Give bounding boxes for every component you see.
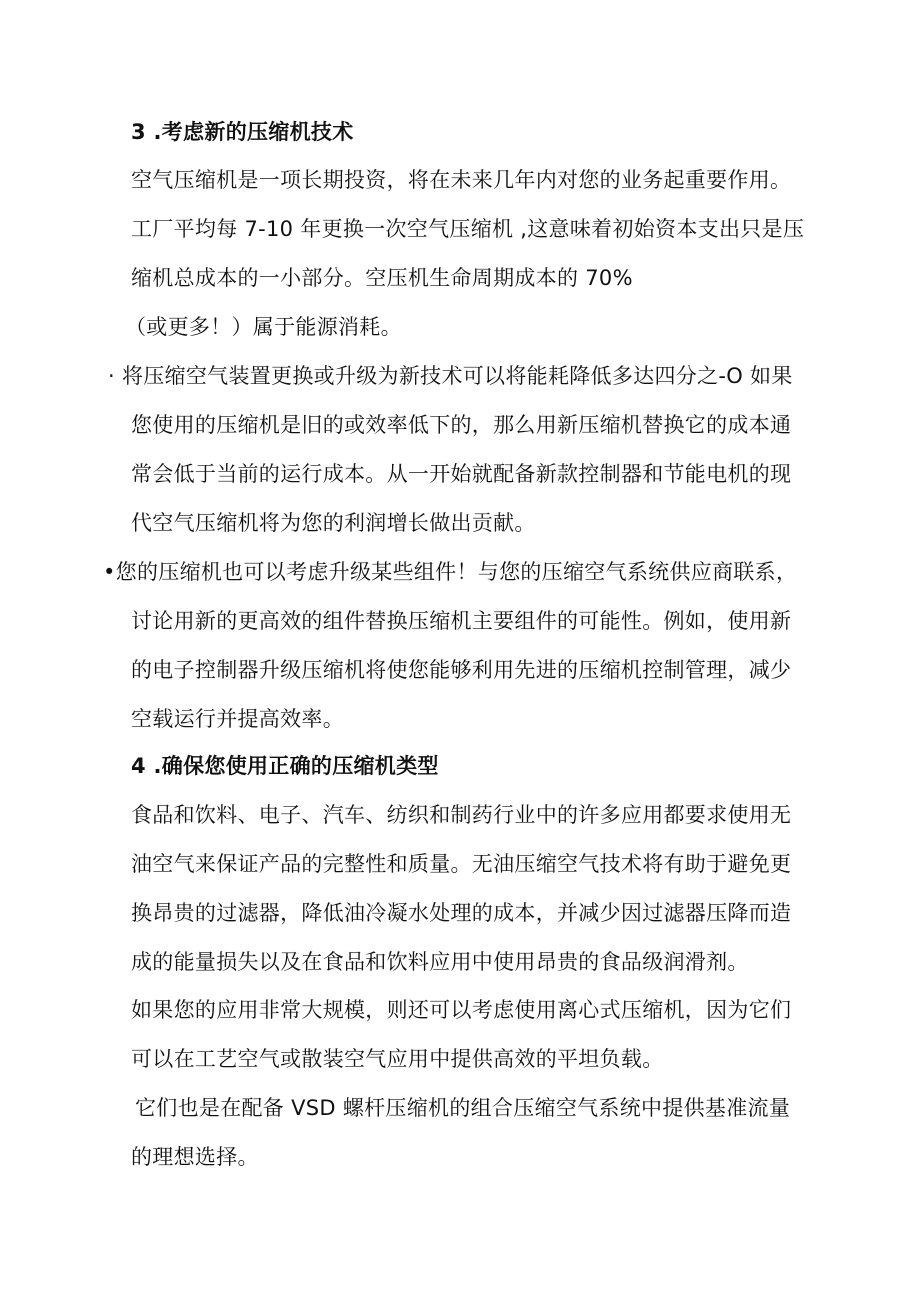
paragraph-line: 工厂平均每 7-10 年更换一次空气压缩机 ,这意味着初始资本支出只是压 <box>131 217 805 241</box>
paragraph-line: 空气压缩机是一项长期投资，将在未来几年内对您的业务起重要作用。 <box>131 168 792 192</box>
bullet-line: · 将压缩空气装置更换或升级为新技术可以将能耗降低多达四分之-O 如果 <box>108 364 793 388</box>
paragraph-line: 食品和饮料、电子、汽车、纺织和制药行业中的许多应用都要求使用无 <box>131 803 792 827</box>
paragraph-line: 缩机总成本的一小部分。空压机生命周期成本的 70% <box>131 266 633 290</box>
bullet-line: 的电子控制器升级压缩机将使您能够利用先进的压缩机控制管理，减少 <box>131 658 792 682</box>
bullet-line: 代空气压缩机将为您的利润增长做出贡献。 <box>131 511 536 535</box>
bullet-line: 常会低于当前的运行成本。从一开始就配备新款控制器和节能电机的现 <box>131 462 792 486</box>
paragraph-line: 它们也是在配备 VSD 螺杆压缩机的组合压缩空气系统中提供基准流量 <box>135 1096 791 1120</box>
paragraph-line: （或更多！）属于能源消耗。 <box>125 315 402 339</box>
bullet-line: 您使用的压缩机是旧的或效率低下的，那么用新压缩机替换它的成本通 <box>131 413 792 437</box>
section-3-heading: 3 .考虑新的压缩机技术 <box>131 120 354 144</box>
paragraph-line: 成的能量损失以及在食品和饮料应用中使用昂贵的食品级润滑剂。 <box>131 950 749 974</box>
paragraph-line: 油空气来保证产品的完整性和质量。无油压缩空气技术将有助于避免更 <box>131 852 792 876</box>
paragraph-line: 如果您的应用非常大规模，则还可以考虑使用离心式压缩机，因为它们 <box>131 998 792 1022</box>
bullet-line: 空载运行并提高效率。 <box>131 707 344 731</box>
bullet-line: 讨论用新的更高效的组件替换压缩机主要组件的可能性。例如，使用新 <box>131 609 792 633</box>
paragraph-line: 换昂贵的过滤器，降低油冷凝水处理的成本，并减少因过滤器压降而造 <box>131 901 792 925</box>
paragraph-line: 的理想选择。 <box>131 1145 259 1169</box>
bullet-line: •您的压缩机也可以考虑升级某些组件！与您的压缩空气系统供应商联系， <box>103 560 798 584</box>
section-4-heading: 4 .确保您使用正确的压缩机类型 <box>131 754 439 778</box>
paragraph-line: 可以在工艺空气或散装空气应用中提供高效的平坦负载。 <box>131 1047 664 1071</box>
